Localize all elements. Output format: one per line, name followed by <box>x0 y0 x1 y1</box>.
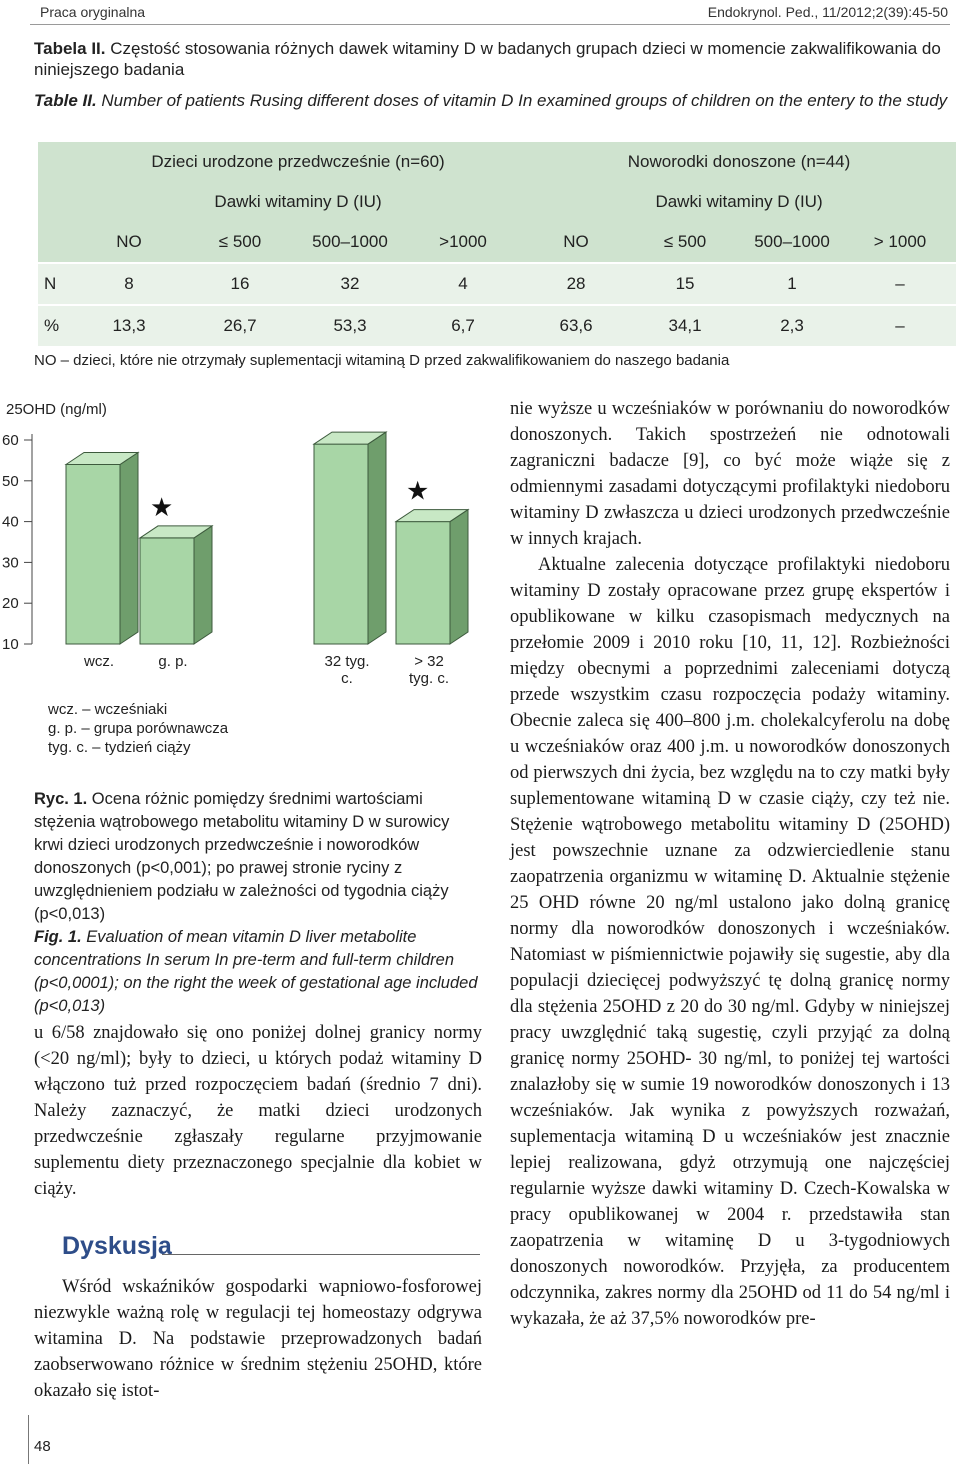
table-col-header: 500–1000 <box>740 222 844 263</box>
y-tick-label: 60 <box>2 432 19 449</box>
right-paragraph-1: nie wyższe u wcześniaków w porównaniu do noworodków donoszonych. Takich spostrzeżeń nie odnotowali zagraniczni badacze [9], co być może wiąże się z odmiennymi zasadami dotyczącymi profilaktyki niedoboru witaminy D zwłaszcza u dzieci urodzonych przedwcześnie w innych krajach. <box>510 399 950 549</box>
header-rule <box>30 24 950 25</box>
bar-side <box>194 526 212 644</box>
running-header-right: Endokrynol. Ped., 11/2012;2(39):45-50 <box>707 4 948 20</box>
x-tick-label: tyg. c. <box>408 670 450 687</box>
y-axis-label: 25OHD (ng/ml) <box>6 401 107 418</box>
table-cell: 8 <box>74 263 184 305</box>
bar-side <box>368 432 386 644</box>
bar-front <box>314 444 368 644</box>
significance-star-icon: ★ <box>406 476 430 507</box>
table-caption-en-label: Table II. <box>34 91 97 110</box>
figure-caption-pl-text: Ocena różnic pomiędzy średnimi wartościami stężenia wątrobowego metabolitu witaminy D w surowicy krwi dzieci urodzonych przedwcześnie i noworodków donoszonych (p<0,001); po prawej stronie ryciny z uwzględnieniem podziału w zależności od tygodnia ciąży (p<0,013) <box>34 790 450 923</box>
table-cell: 1 <box>740 263 844 305</box>
figure-caption-en-label: Fig. 1. <box>34 928 82 946</box>
table-cell: 4 <box>404 263 522 305</box>
x-tick-label: 32 tyg. <box>324 653 370 670</box>
table-cell: 6,7 <box>404 305 522 346</box>
page-number: 48 <box>34 1438 51 1455</box>
figure-caption-en-text: Evaluation of mean vitamin D liver metabolite concentrations In serum In pre-term and full-term children (p<0,0001); on the right the week of gestational age included (p<0,013) <box>34 928 478 1015</box>
table-group1-header: Dzieci urodzone przedwcześnie (n=60) <box>74 142 522 182</box>
bar-side <box>450 510 468 644</box>
x-tick-label: g. p. <box>158 653 188 670</box>
table-cell: – <box>844 263 956 305</box>
heading-rule <box>162 1254 480 1255</box>
bar-side <box>120 452 138 644</box>
table-cell: 15 <box>630 263 740 305</box>
y-tick-label: 40 <box>2 513 19 531</box>
y-tick-label: 50 <box>2 472 19 490</box>
table-cell: 2,3 <box>740 305 844 346</box>
left-paragraph-2: Wśród wskaźników gospodarki wapniowo-fosforowej niezwykle ważną rolę w regulacji tej homeostazy odgrywa witamina D. Na podstawie przeprowadzonych badań zaobserwowano różnice w średnim stężeniu 25OHD, które okazało się istot- <box>34 1277 482 1401</box>
table-caption-pl-label: Tabela II. <box>34 39 106 58</box>
table-col-header: 500–1000 <box>296 222 404 263</box>
bar <box>396 510 468 644</box>
table-col-header: > 1000 <box>844 222 956 263</box>
section-heading: Dyskusja <box>62 1232 172 1260</box>
table-cell: 28 <box>522 263 630 305</box>
table-cell: 34,1 <box>630 305 740 346</box>
y-tick-label: 30 <box>2 554 19 572</box>
table-col-header: ≤ 500 <box>630 222 740 263</box>
bar <box>140 526 212 644</box>
table-cell: 63,6 <box>522 305 630 346</box>
left-paragraph-1: u 6/58 znajdowało się ono poniżej dolnej granicy normy (<20 ng/ml); były to dzieci, u których podaż witaminy D włączono tuż przed rozpoczęciem badań (średnio 7 dni). Należy zaznaczyć, że matki dzieci urodzonych przedwcześnie zgłaszały regularne przyjmowanie suplementu diety przeznaczonego specjalnie dla kobiet w ciąży. <box>34 1023 482 1199</box>
x-tick-label: wcz. <box>84 653 114 670</box>
footer-vertical-rule <box>28 1415 29 1464</box>
x-tick-label: > 32 <box>414 653 444 670</box>
table-row <box>38 305 956 346</box>
table-col-header: NO <box>74 222 184 263</box>
table-footnote: NO – dzieci, które nie otrzymały suplementacji witaminą D przed zakwalifikowaniem do naszego badania <box>34 352 730 369</box>
bar-front <box>396 522 450 644</box>
table-caption-pl-text: Częstość stosowania różnych dawek witaminy D w badanych grupach dzieci w momencie zakwalifikowania do niniejszego badania <box>34 39 941 79</box>
table-cell: 32 <box>296 263 404 305</box>
table-caption-en-text: Number of patients Rusing different doses of vitamin D In examined groups of children on the entery to the study <box>101 91 948 110</box>
table-cell: 53,3 <box>296 305 404 346</box>
bar-front <box>140 538 194 644</box>
bar <box>314 432 386 644</box>
right-paragraph-2: Aktualne zalecenia dotyczące profilaktyki niedoboru witaminy D zostały opracowane przez grupę ekspertów i opublikowane w kilku czasopismach medycznych na przełomie 2009 i 2010 roku [10, 11, 12]. Rozbieżności między obecnymi a poprzednimi zaleceniami dotyczą przede wszystkim czasu rozpoczęcia podaży witaminy. Obecnie zaleca się 400–800 j.m. cholekalcyferolu na dobę u wcześniaków oraz 400 j.m. u noworodków donoszonych od pierwszych dni życia, bez względu na to czy matki były suplementowane witaminą D w czasie ciąży, czy też nie. Stężenie wątrobowego metabolitu witaminy D (25OHD) jest powszechnie uznane za odzwierciedlenie stanu zaopatrzenia organizmu w witaminę D. Aktualnie stężenie 25 OHD równe 20 ng/ml ustalono jako dolną granicę normy dla noworodków donoszonych i wcześniaków. Natomiast w piśmiennictwie pojawiły się sugestie, aby dla populacji dziecięcej podwyższyć tę dolną granicę normy dla stężenia 25OHD z 20 do 30 ng/ml. Gdyby w niniejszej pracy uwzględnić taką sugestię, czyli przyjąć za dolną granicę normy 25OHD- 30 ng/ml, to poniżej tej wartości znalazłoby się w sumie 19 noworodków donoszonych i 13 wcześniaków. Jak wynika z powyższych rozważań, suplementacja witaminą D u wcześniaków jest znacznie lepiej realizowana, gdyż otrzymują one najczęściej regularnie wyższe dawki witaminy D. Czech-Kowalska w pracy opublikowanej w 2004 r. przedstawiła stan zaopatrzenia w witaminę D u 3-tygodniowych donoszonych noworodków. Przyjęła, za producentem odczynnika, zakres normy dla 25OHD od 11 do 54 ng/ml i wykazała, że aż 37,5% noworodków pre- <box>510 555 950 1329</box>
table-cell: 13,3 <box>74 305 184 346</box>
x-tick-label: c. <box>341 670 353 687</box>
table-cell: 16 <box>184 263 296 305</box>
table-caption-en <box>34 90 950 111</box>
dose-table <box>38 142 956 346</box>
bar-front <box>66 464 120 644</box>
table-cell: – <box>844 305 956 346</box>
running-header-left: Praca oryginalna <box>40 4 146 20</box>
table-row-label: % <box>38 305 74 346</box>
table-col-header: >1000 <box>404 222 522 263</box>
table-caption-pl <box>34 38 950 80</box>
legend-item: tyg. c. – tydzień ciąży <box>48 739 191 756</box>
figure-caption <box>34 788 482 1018</box>
table-dose-header-1: Dawki witaminy D (IU) <box>74 182 522 222</box>
table-dose-header-2: Dawki witaminy D (IU) <box>522 182 956 222</box>
table-col-header: NO <box>522 222 630 263</box>
table-group2-header: Noworodki donoszone (n=44) <box>522 142 956 182</box>
table-col-header: ≤ 500 <box>184 222 296 263</box>
table-row-label: N <box>38 263 74 305</box>
table-cell: 26,7 <box>184 305 296 346</box>
legend-item: g. p. – grupa porównawcza <box>48 720 229 737</box>
table-row <box>38 263 956 305</box>
y-tick-label: 10 <box>2 636 19 653</box>
significance-star-icon: ★ <box>150 492 174 523</box>
figure-caption-pl-label: Ryc. 1. <box>34 790 88 808</box>
chart-legend <box>48 700 228 757</box>
y-tick-label: 20 <box>2 595 19 613</box>
legend-item: wcz. – wcześniaki <box>48 701 168 718</box>
bar <box>66 452 138 644</box>
